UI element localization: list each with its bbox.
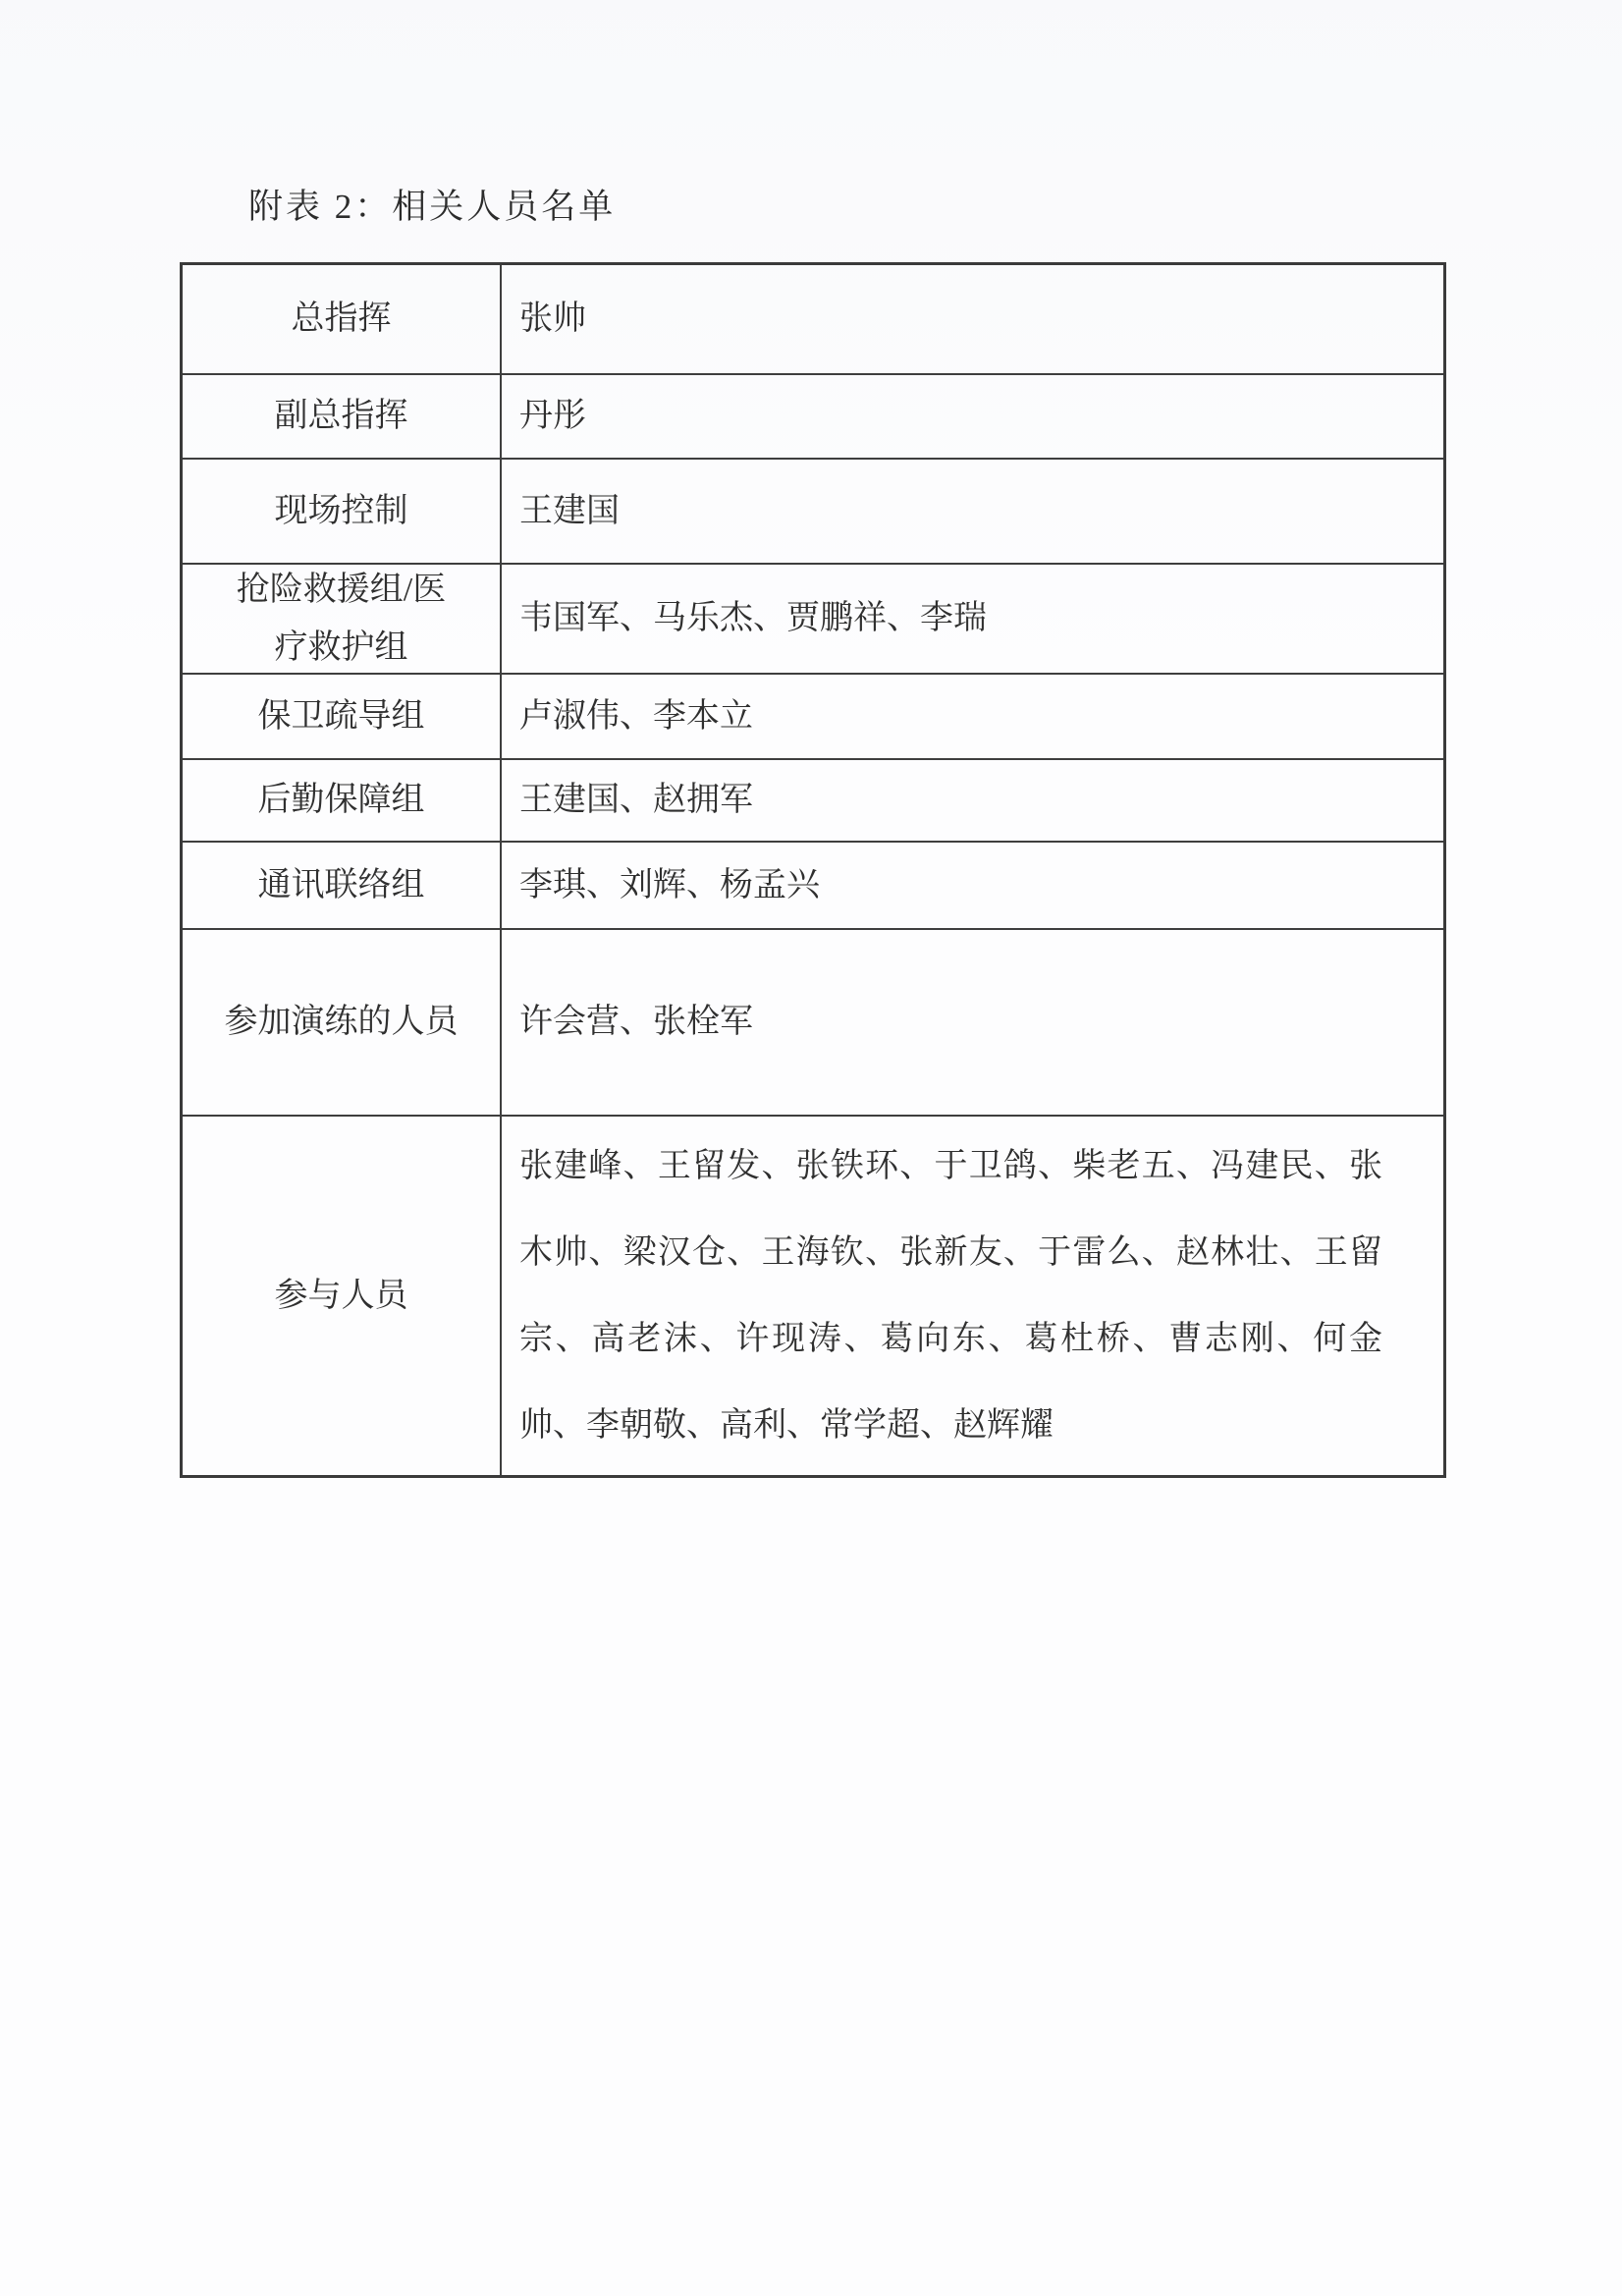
row-label-commander-in-chief: 总指挥: [291, 301, 392, 338]
row-value-logistics-support-group: 王建国、赵拥军: [500, 758, 1443, 841]
row-label-communication-liaison-group: 通讯联络组: [183, 841, 500, 928]
row-label-rescue-medical-group: 抢险救援组/医疗救护组: [183, 563, 500, 673]
row-value-involved-personnel: [500, 1115, 1443, 1475]
row-label-security-guidance-group: 保卫疏导组: [183, 673, 500, 758]
row-value-security-guidance-group: 卢淑伟、李本立: [500, 673, 1443, 758]
row-value-site-control: 王建国: [500, 458, 1443, 563]
personnel-table: [180, 262, 1446, 1478]
row-label-logistics-support-group: 后勤保障组: [183, 758, 500, 841]
row-value-drill-participants: 许会营、张栓军: [500, 928, 1443, 1115]
row-label-deputy-commander: 副总指挥: [183, 373, 500, 458]
row-value-communication-liaison-group: 李琪、刘辉、杨孟兴: [500, 841, 1443, 928]
involved-personnel-names: 张建峰、王留发、张铁环、于卫鸽、柴老五、冯建民、张木帅、梁汉仓、王海钦、张新友、于雷么、赵林壮、王留宗、高老沫、许现涛、葛向东、葛杜桥、曹志刚、何金帅、李朝敬、高利、常学超、赵辉耀: [519, 1147, 1382, 1444]
row-label-involved-personnel: 参与人员: [183, 1115, 500, 1475]
row-label-drill-participants: 参加演练的人员: [183, 928, 500, 1115]
row-value-commander-in-chief: 张帅: [500, 265, 1443, 373]
row-label-site-control: 现场控制: [183, 458, 500, 563]
page-title: 附表 2：相关人员名单: [248, 188, 617, 226]
row-value-rescue-medical-group: 韦国军、马乐杰、贾鹏祥、李瑞: [500, 563, 1443, 673]
row-value-deputy-commander: 丹彤: [500, 373, 1443, 458]
